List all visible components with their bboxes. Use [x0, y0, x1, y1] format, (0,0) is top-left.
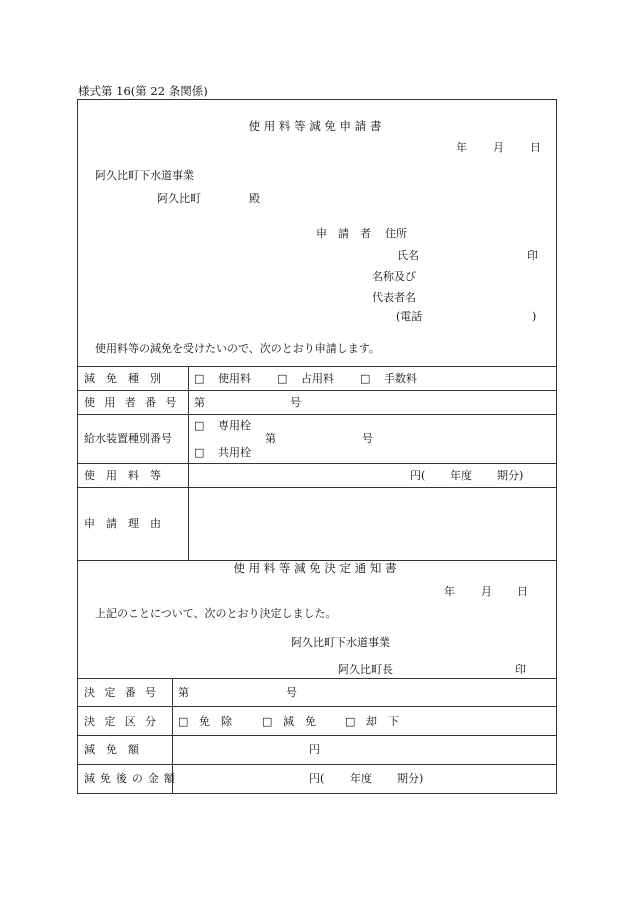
issuer-name: 阿久比町長 — [338, 663, 393, 676]
post-reduction-period: 期分) — [397, 772, 424, 785]
user-number-prefix: 第 — [194, 396, 205, 409]
user-number-label: 使用者番号 — [84, 396, 186, 409]
decision-date-day: 日 — [517, 585, 528, 598]
user-number-suffix: 号 — [290, 396, 301, 409]
checkbox-rejection[interactable]: □ — [345, 715, 356, 728]
form-number: 様式第 16(第 22 条関係) — [78, 84, 208, 98]
decision-table-row-line — [77, 764, 557, 765]
phone-label: (電話 — [396, 310, 423, 323]
application-reason-label: 申 請 理 由 — [84, 517, 161, 530]
reduction-amount-yen: 円 — [309, 743, 320, 756]
decision-category-label: 決定区分 — [84, 715, 166, 728]
usage-fee-label: 使 用 料 等 — [84, 469, 161, 482]
decision-number-prefix: 第 — [178, 686, 189, 699]
post-reduction-amount-yen: 円( — [309, 772, 325, 785]
post-reduction-fiscal-year: 年度 — [350, 772, 372, 785]
decision-table-top-line — [77, 678, 557, 679]
reduction-amount-label: 減 免 額 — [84, 743, 139, 756]
decision-statement: 上記のことについて、次のとおり決定しました。 — [95, 607, 337, 620]
option-reduction: 減 免 — [283, 715, 316, 728]
address-label: 住所 — [385, 227, 407, 240]
decision-number-suffix: 号 — [286, 686, 297, 699]
decision-table-row-line — [77, 706, 557, 707]
app-table-row-line — [77, 487, 557, 488]
checkbox-handling-fee[interactable]: □ — [360, 372, 371, 385]
option-shared-tap: 共用栓 — [218, 446, 251, 459]
checkbox-private-tap[interactable]: □ — [194, 419, 205, 432]
water-supply-number-suffix: 号 — [362, 432, 373, 445]
decision-date-month: 月 — [481, 585, 492, 598]
decision-number-label: 決定番号 — [84, 686, 166, 699]
application-statement: 使用料等の減免を受けたいので、次のとおり申請します。 — [95, 342, 380, 355]
decision-title: 使 用 料 等 減 免 決 定 通 知 書 — [233, 561, 397, 575]
application-title: 使 用 料 等 減 免 申 請 書 — [248, 119, 382, 133]
option-occupancy-fee: 占用料 — [301, 372, 334, 385]
checkbox-exemption[interactable]: □ — [178, 715, 189, 728]
app-table-top-line — [77, 366, 557, 367]
application-date-year: 年 — [456, 141, 467, 154]
application-date-month: 月 — [493, 141, 504, 154]
name-label: 氏名 — [397, 249, 419, 262]
water-supply-number-prefix: 第 — [265, 432, 276, 445]
applicant-seal: 印 — [527, 249, 538, 262]
option-exemption: 免 除 — [199, 715, 232, 728]
post-reduction-amount-label: 減免後の金額 — [84, 772, 180, 785]
option-private-tap: 専用栓 — [218, 419, 251, 432]
option-rejection: 却 下 — [366, 715, 399, 728]
checkbox-shared-tap[interactable]: □ — [194, 446, 205, 459]
applicant-label: 申 請 者 — [316, 227, 371, 240]
issuer-org: 阿久比町下水道事業 — [291, 636, 390, 649]
checkbox-reduction[interactable]: □ — [262, 715, 273, 728]
representative-label: 代表者名 — [372, 291, 416, 304]
reduction-type-label-text: 減 免 種 別 — [84, 372, 161, 385]
decision-table-row-line — [77, 735, 557, 736]
checkbox-occupancy-fee[interactable]: □ — [277, 372, 288, 385]
usage-fee-yen: 円( — [410, 469, 426, 482]
usage-fee-fiscal-year: 年度 — [450, 469, 472, 482]
addressee-honorific: 殿 — [249, 192, 260, 205]
water-supply-type-label: 給水装置種別番号 — [84, 432, 172, 445]
decision-date-year: 年 — [444, 585, 455, 598]
phone-close: ) — [532, 310, 537, 323]
addressee-name: 阿久比町 — [157, 192, 201, 205]
name-and-label: 名称及び — [372, 270, 416, 283]
usage-fee-period: 期分) — [497, 469, 524, 482]
reduction-type-label — [84, 373, 182, 384]
checkbox-usage-fee[interactable]: □ — [194, 372, 205, 385]
app-table-row-line — [77, 463, 557, 464]
option-usage-fee: 使用料 — [218, 372, 251, 385]
option-handling-fee: 手数料 — [384, 372, 417, 385]
addressee-org: 阿久比町下水道事業 — [95, 169, 194, 182]
application-date-day: 日 — [530, 141, 541, 154]
app-table-column-line — [188, 366, 189, 560]
issuer-seal: 印 — [515, 663, 526, 676]
app-table-row-line — [77, 414, 557, 415]
app-table-row-line — [77, 390, 557, 391]
application-reason-field[interactable] — [194, 495, 549, 553]
